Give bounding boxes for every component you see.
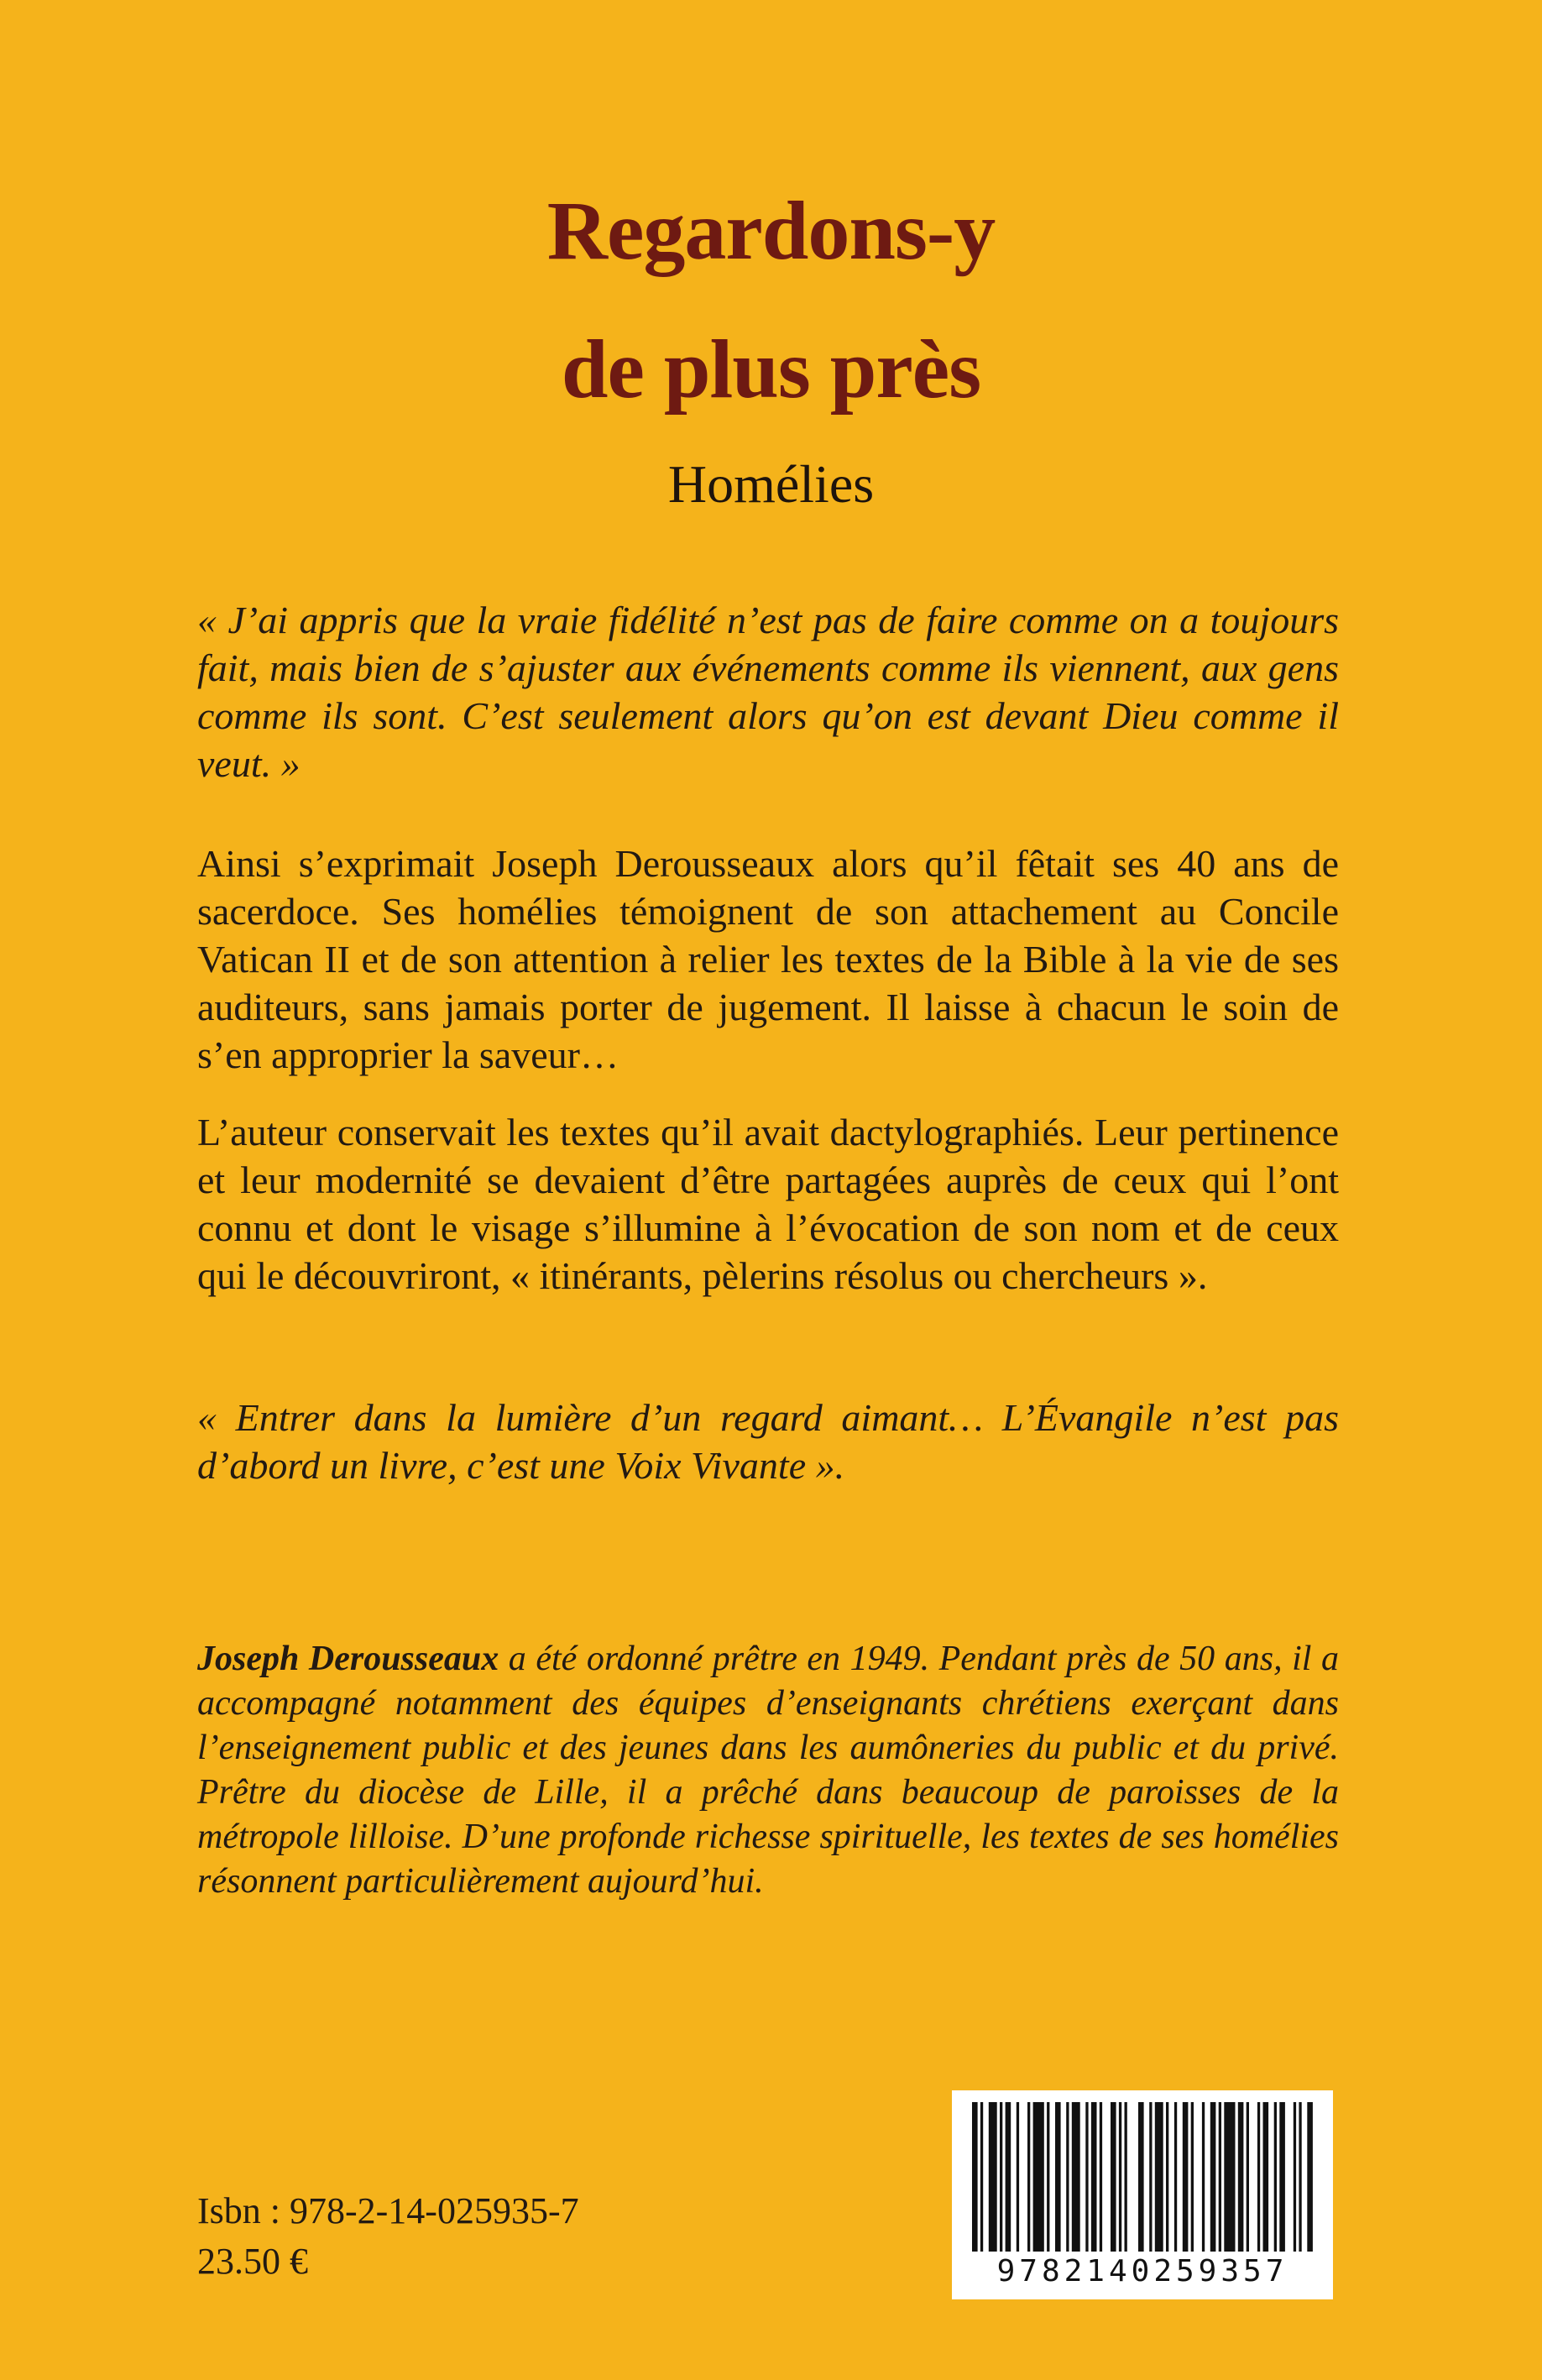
barcode-bar	[972, 2102, 978, 2252]
barcode-bar	[1263, 2102, 1269, 2252]
barcode-bar	[1279, 2102, 1285, 2252]
barcode-number: 9782140259357	[996, 2254, 1288, 2288]
barcode-bar	[1247, 2102, 1249, 2252]
barcode-bar	[1174, 2102, 1177, 2252]
barcode-bar	[989, 2102, 997, 2252]
barcode-bar	[1166, 2102, 1168, 2252]
book-subtitle: Homélies	[667, 454, 875, 514]
barcode-bar	[1238, 2102, 1244, 2252]
price: 23.50 €	[197, 2241, 308, 2282]
barcode-bar	[1072, 2102, 1080, 2252]
barcode-bar	[1055, 2102, 1061, 2252]
barcode-bar	[1091, 2102, 1097, 2252]
barcode-bar	[1202, 2102, 1205, 2252]
description-paragraph-2: L’auteur conservait les textes qu’il avait dactylographiés. Leur pertinence et leur modernité se devaient d’être partagées auprès de ceux qui l’ont connu et dont le visage s’illumine à l’évocation de son nom et de ceux qui le découvriront, « itinérants, pèlerins résolus ou chercheurs ».	[197, 1111, 1339, 1297]
barcode-bar	[1274, 2102, 1277, 2252]
barcode	[952, 2090, 1333, 2299]
barcode-bar	[1149, 2102, 1152, 2252]
barcode-bar	[1299, 2102, 1301, 2252]
barcode-bar	[1191, 2102, 1194, 2252]
book-title-line-1: Regardons-y	[546, 184, 996, 277]
barcode-bar	[1027, 2102, 1030, 2252]
barcode-bar	[1219, 2102, 1221, 2252]
barcode-bar	[1017, 2102, 1019, 2252]
author-bio-text: a été ordonné prêtre en 1949. Pendant près de 50 ans, il a accompagné notamment des équipes d’enseignants chrétiens exerçant dans l’enseignement public et des jeunes dans les aumôneries du public et du privé. Prêtre du diocèse de Lille, il a prêché dans beaucoup de paroisses de la métropole lilloise. D’une profonde richesse spirituelle, les textes de ses homélies résonnent particulièrement aujourd’hui.	[197, 1640, 1339, 1901]
barcode-bar	[1307, 2102, 1313, 2252]
barcode-bar	[1125, 2102, 1127, 2252]
barcode-bar	[1047, 2102, 1049, 2252]
description-paragraph-1: Ainsi s’exprimait Joseph Derousseaux alors qu’il fêtait ses 40 ans de sacerdoce. Ses homélies témoignent de son attachement au Concile Vatican II et de son attention à relier les textes de la Bible à la vie de ses auditeurs, sans jamais porter de jugement. Il laisse à chacun le soin de s’en approprier la saveur…	[197, 842, 1339, 1076]
barcode-bar	[1100, 2102, 1102, 2252]
barcode-bar	[1155, 2102, 1163, 2252]
book-title-line-2: de plus près	[561, 322, 981, 416]
author-name: Joseph Derousseaux	[197, 1640, 499, 1678]
barcode-bar	[1085, 2102, 1088, 2252]
barcode-bar	[1257, 2102, 1260, 2252]
barcode-bar	[1006, 2102, 1011, 2252]
barcode-bar	[1183, 2102, 1189, 2252]
barcode-bar	[1119, 2102, 1121, 2252]
barcode-bar	[1033, 2102, 1044, 2252]
opening-quote: « J’ai appris que la vraie fidélité n’est pas de faire comme on a toujours fait, mais bien de s’ajuster aux événements comme ils viennent, aux gens comme ils sont. C’est seulement alors qu’on est devant Dieu comme il veut. »	[197, 599, 1339, 785]
barcode-bar	[1000, 2102, 1002, 2252]
barcode-bar	[1224, 2102, 1235, 2252]
barcode-bar	[1111, 2102, 1116, 2252]
barcode-bar	[980, 2102, 983, 2252]
barcode-bar	[1138, 2102, 1144, 2252]
closing-quote: « Entrer dans la lumière d’un regard aimant… L’Évangile n’est pas d’abord un livre, c’est une Voix Vivante ».	[197, 1396, 1339, 1487]
isbn: Isbn : 978-2-14-025935-7	[197, 2190, 579, 2231]
barcode-bar	[1294, 2102, 1296, 2252]
barcode-bar	[1066, 2102, 1069, 2252]
author-biography	[197, 1637, 1339, 1904]
barcode-bar	[1210, 2102, 1216, 2252]
